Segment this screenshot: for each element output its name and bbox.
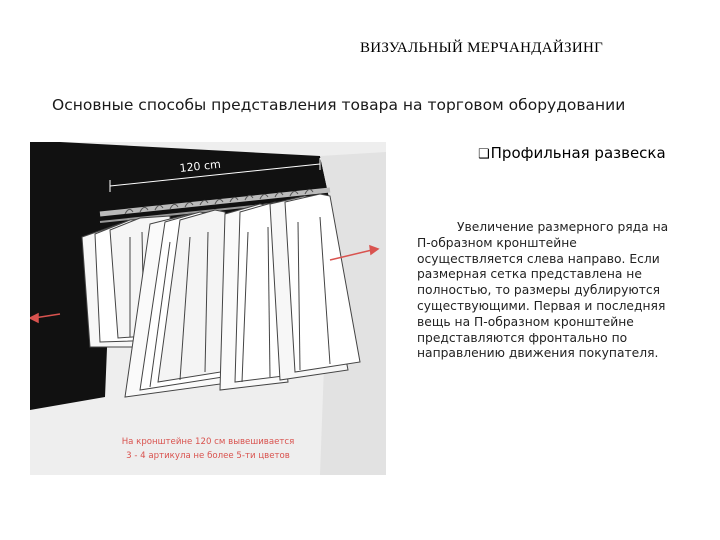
slide-subtitle: Основные способы представления товара на торговом оборудовании xyxy=(52,96,626,114)
caption-line-1: На кронштейне 120 см вывешивается xyxy=(121,437,295,447)
caption-line-2: 3 - 4 артикула не более 5-ти цветов xyxy=(126,451,290,461)
measure-label: 120 cm xyxy=(178,157,222,175)
clothing-rack-illustration xyxy=(30,142,386,475)
bullet-heading: Профильная развеска xyxy=(490,144,666,162)
bullet-heading-row xyxy=(478,144,718,162)
body-paragraph: Увеличение размерного ряда на П-образном кронштейне осуществляется слева направо. Если размерная сетка представлена не полностью, то размеры дублируются существующими. Первая и последняя вещь на П-образном кронштейне представляются фронтально по направлению движения покупателя. xyxy=(417,220,669,361)
slide-title: ВИЗУАЛЬНЫЙ МЕРЧАНДАЙЗИНГ xyxy=(360,40,604,56)
checkbox-bullet-icon: ❑ xyxy=(478,147,490,162)
